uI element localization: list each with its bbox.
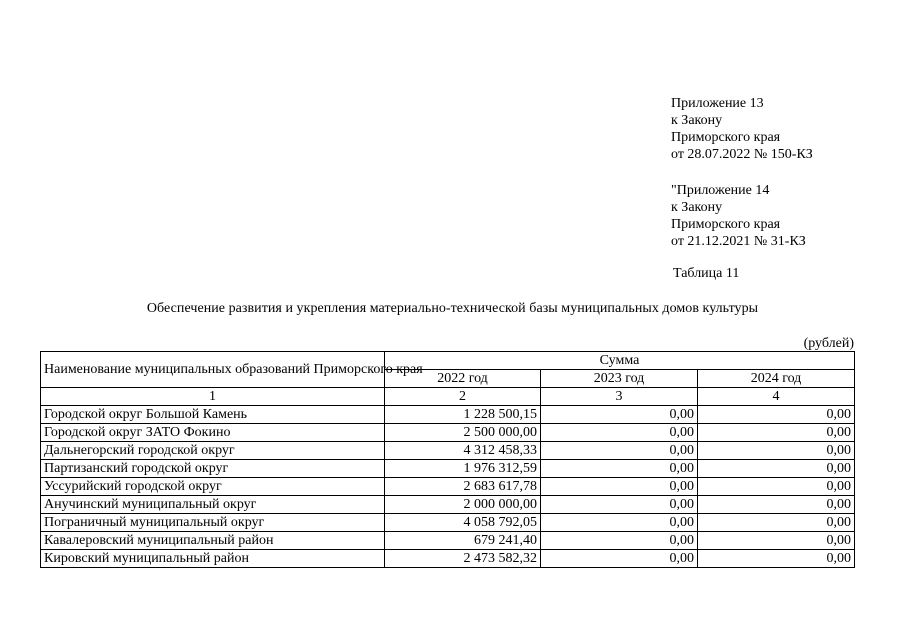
amount-2023: 0,00 — [541, 460, 698, 478]
municipality-name: Пограничный муниципальный округ — [41, 514, 385, 532]
amount-2022: 1 228 500,15 — [385, 406, 541, 424]
amount-2022: 1 976 312,59 — [385, 460, 541, 478]
table-row — [41, 424, 855, 442]
amount-2022: 2 500 000,00 — [385, 424, 541, 442]
amount-2024: 0,00 — [698, 532, 855, 550]
column-index: 2 — [385, 388, 541, 406]
table-row — [41, 514, 855, 532]
amount-2024: 0,00 — [698, 424, 855, 442]
column-index-row — [41, 388, 855, 406]
appendix-14-reference — [671, 182, 806, 250]
amount-2022: 4 058 792,05 — [385, 514, 541, 532]
table-number: Таблица 11 — [673, 266, 740, 281]
municipality-name: Кавалеровский муниципальный район — [41, 532, 385, 550]
amount-2023: 0,00 — [541, 424, 698, 442]
units-label: (рублей) — [803, 336, 854, 351]
appendix-13-reference — [671, 95, 813, 163]
header-year-2024: 2024 год — [698, 370, 855, 388]
column-index: 1 — [41, 388, 385, 406]
appendix-13-line: от 28.07.2022 № 150-КЗ — [671, 147, 813, 162]
header-year-2023: 2023 год — [541, 370, 698, 388]
amount-2023: 0,00 — [541, 478, 698, 496]
amount-2024: 0,00 — [698, 496, 855, 514]
municipality-name: Городской округ ЗАТО Фокино — [41, 424, 385, 442]
amount-2023: 0,00 — [541, 532, 698, 550]
amount-2022: 679 241,40 — [385, 532, 541, 550]
municipality-name: Партизанский городской округ — [41, 460, 385, 478]
amount-2022: 2 683 617,78 — [385, 478, 541, 496]
appendix-14-line: Приморского края — [671, 217, 781, 232]
amount-2024: 0,00 — [698, 406, 855, 424]
appendix-14-line: "Приложение 14 — [671, 183, 770, 198]
document-title: Обеспечение развития и укрепления материально-технической базы муниципальных домов культуры — [146, 301, 759, 316]
table-row — [41, 406, 855, 424]
table-row — [41, 478, 855, 496]
amount-2022: 2 000 000,00 — [385, 496, 541, 514]
appendix-13-line: к Закону — [671, 113, 723, 128]
appendix-14-line: от 21.12.2021 № 31-КЗ — [671, 234, 806, 249]
municipality-name: Анучинский муниципальный округ — [41, 496, 385, 514]
amount-2023: 0,00 — [541, 514, 698, 532]
municipality-name: Кировский муниципальный район — [41, 550, 385, 568]
table-row — [41, 460, 855, 478]
appendix-13-line: Приморского края — [671, 130, 781, 145]
amount-2023: 0,00 — [541, 406, 698, 424]
amount-2023: 0,00 — [541, 550, 698, 568]
funding-table — [40, 351, 855, 568]
amount-2023: 0,00 — [541, 442, 698, 460]
amount-2024: 0,00 — [698, 442, 855, 460]
amount-2024: 0,00 — [698, 460, 855, 478]
amount-2022: 2 473 582,32 — [385, 550, 541, 568]
amount-2024: 0,00 — [698, 514, 855, 532]
amount-2024: 0,00 — [698, 550, 855, 568]
column-index: 4 — [698, 388, 855, 406]
header-sum: Сумма — [385, 352, 855, 370]
amount-2024: 0,00 — [698, 478, 855, 496]
municipality-name: Уссурийский городской округ — [41, 478, 385, 496]
amount-2022: 4 312 458,33 — [385, 442, 541, 460]
table-row — [41, 550, 855, 568]
municipality-name: Дальнегорский городской округ — [41, 442, 385, 460]
table-row — [41, 442, 855, 460]
amount-2023: 0,00 — [541, 496, 698, 514]
municipality-name: Городской округ Большой Камень — [41, 406, 385, 424]
table-row — [41, 496, 855, 514]
appendix-13-line: Приложение 13 — [671, 96, 764, 111]
table-row — [41, 532, 855, 550]
column-index: 3 — [541, 388, 698, 406]
header-year-2022: 2022 год — [385, 370, 541, 388]
appendix-14-line: к Закону — [671, 200, 723, 215]
header-municipality: Наименование муниципальных образований Приморского края — [41, 352, 385, 388]
